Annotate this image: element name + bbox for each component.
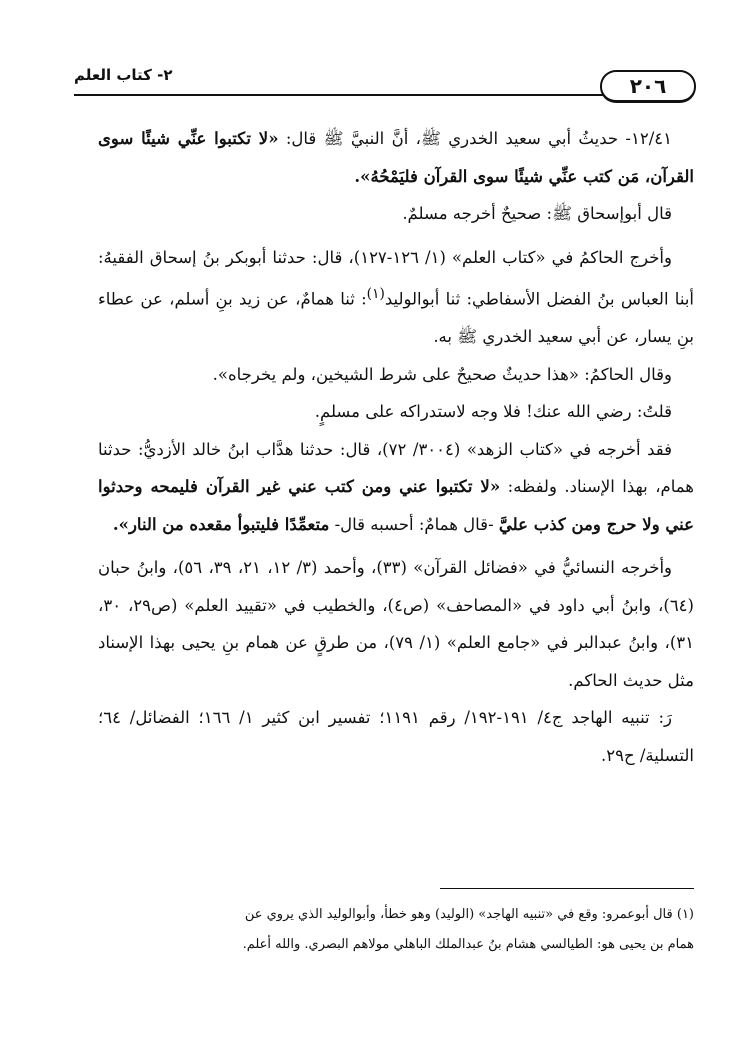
footnotes — [98, 900, 694, 960]
references-paragraph: رَ: تنبيه الهاجد ج٤/ ١٩١-١٩٢/ رقم ١١٩١؛ تفسير ابن كثير ١/ ١٦٦؛ الفضائل/ ٦٤؛ التسلية/ ح٢٩. — [98, 708, 694, 765]
footnote-rule — [440, 888, 694, 889]
footnote-1-line-2: همام بن يحيى هو: الطيالسي هشام بنُ عبدالملك الباهلي مولاهم البصري. والله أعلم. — [242, 937, 694, 952]
grading-paragraph: قال أبوإسحاق ﷺ: صحيحٌ أخرجه مسلمٌ. — [402, 204, 672, 223]
hakim-text-a: وأخرج الحاكمُ في «كتاب العلم» (١/ ١٢٦-١٢٧)، قال: حدثنا أبوبكر بنُ إسحاق الفقيهُ: أبنا العباس بنُ الفضل الأسفاطي: ثنا أبوالوليد — [98, 247, 694, 309]
page-number: ٢٠٦ — [600, 70, 696, 103]
footnote-1-line-1: (١) قال أبوعمرو: وقع في «تنبيه الهاجد» (الوليد) وهو خطأ، وأبوالوليد الذي يروي عن — [244, 907, 694, 922]
hadith-intro: ١٢/٤١- حديثُ أبي سعيد الخدري ﷺ، أنَّ النبيَّ ﷺ قال: — [285, 129, 672, 148]
zuhd-paragraph — [98, 431, 694, 544]
page-header — [74, 58, 696, 100]
zuhd-hadith-end: متعمِّدًا فليتبوأ مقعده من النار». — [112, 514, 330, 534]
hadith-paragraph — [98, 120, 694, 195]
hadith-text: «لا تكتبوا عنِّي شيئًا سوى القرآن، مَن كتب عنِّي شيئًا سوى القرآن فليَمْحُهُ». — [98, 129, 694, 186]
footnote-marker: (١) — [366, 286, 385, 302]
chapter-title: ٢- كتاب العلم — [74, 66, 173, 84]
main-text — [98, 120, 694, 774]
hakim-remark-paragraph: وقال الحاكمُ: «هذا حديثٌ صحيحٌ على شرط الشيخين، ولم يخرجاه». — [212, 364, 672, 384]
sources-paragraph: وأخرجه النسائيُّ في «فضائل القرآن» (٣٣)، وأحمد (٣/ ١٢، ٢١، ٣٩، ٥٦)، وابنُ حبان (٦٤)، وابنُ أبي داود في «المصاحف» (ص٤)، والخطيب في «تقييد العلم» (ص٢٩، ٣٠، ٣١)، وابنُ عبدالبر في «جامع العلم» (١/ ٧٩)، من طرقٍ عن همام بنِ يحيى بهذا الإسناد مثل حديث الحاكم. — [98, 558, 695, 690]
zuhd-text: فقد أخرجه في «كتاب الزهد» (٣٠٠٤/ ٧٢)، قال: حدثنا هدَّاب ابنُ خالد الأزديُّ: حدثنا همام، بهذا الإسناد. ولفظه: — [98, 439, 695, 496]
comment-paragraph: قلتُ: رضي الله عنك! فلا وجه لاستدراكه على مسلمٍ. — [314, 402, 672, 421]
zuhd-hadith-text: «لا تكتبوا عني ومن كتب عني غير القرآن فليمحه وحدثوا عني ولا حرج ومن كذب عليَّ — [98, 477, 694, 534]
hakim-text-b: : ثنا همامٌ، عن زيد بنِ أسلم، عن عطاء بنِ يسار، عن أبي سعيد الخدري ﷺ به. — [98, 289, 694, 346]
header-rule — [74, 94, 604, 96]
zuhd-narrator-note: -قال همامٌ: أحسبه قال- — [334, 514, 494, 534]
hakim-paragraph — [98, 239, 694, 356]
